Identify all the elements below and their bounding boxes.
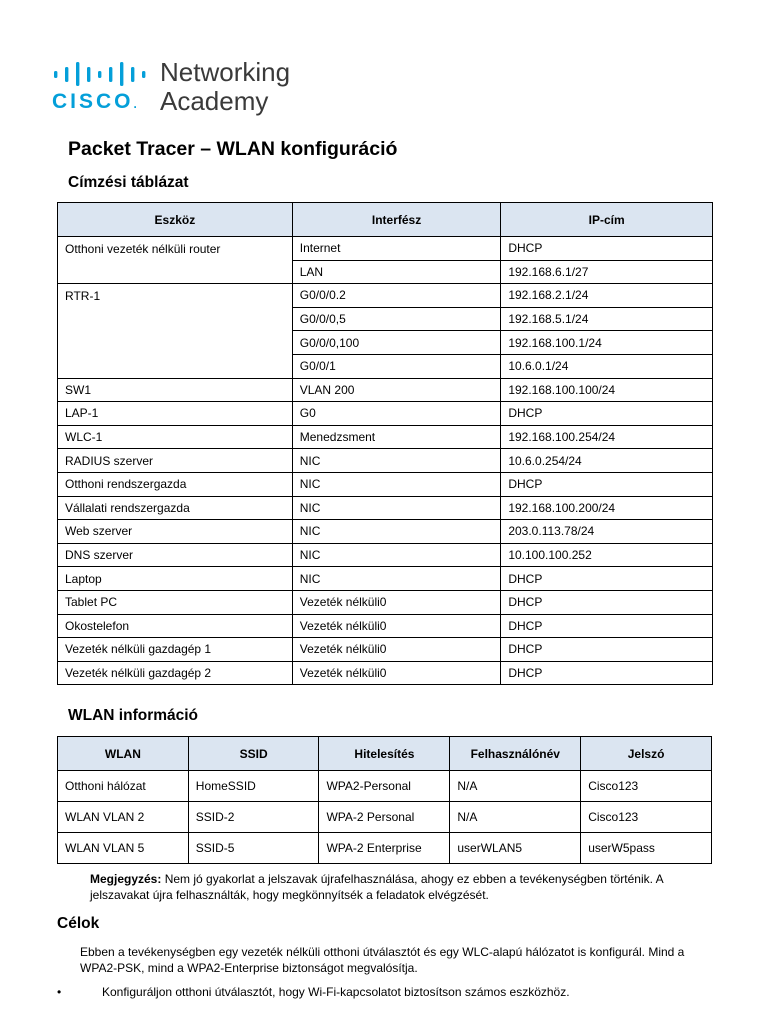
list-item <box>57 984 717 1000</box>
table-row <box>58 472 713 496</box>
table-cell: Cisco123 <box>581 802 712 833</box>
ip-cell: 192.168.6.1/27 <box>501 260 713 284</box>
interface-cell: Vezeték nélküli0 <box>292 614 501 638</box>
column-header: Felhasználónév <box>450 737 581 771</box>
interface-cell: NIC <box>292 472 501 496</box>
interface-cell: Menedzsment <box>292 425 501 449</box>
column-header: Eszköz <box>58 203 293 237</box>
table-row <box>58 771 712 802</box>
ip-cell: 10.100.100.252 <box>501 543 713 567</box>
column-header: Interfész <box>292 203 501 237</box>
interface-cell: G0/0/0,5 <box>292 307 501 331</box>
table-row <box>58 520 713 544</box>
table-cell: userWLAN5 <box>450 833 581 864</box>
ip-cell: 192.168.100.200/24 <box>501 496 713 520</box>
ip-cell: DHCP <box>501 472 713 496</box>
ip-cell: DHCP <box>501 567 713 591</box>
table-row <box>58 284 713 308</box>
device-cell: Web szerver <box>58 520 293 544</box>
device-cell: DNS szerver <box>58 543 293 567</box>
device-cell: SW1 <box>58 378 293 402</box>
ip-cell: DHCP <box>501 638 713 662</box>
list-item-text: Konfiguráljon otthoni útválasztót, hogy Wi-Fi-kapcsolatot biztosítson számos eszközhöz. <box>102 985 570 999</box>
ip-cell: 203.0.113.78/24 <box>501 520 713 544</box>
interface-cell: Vezeték nélküli0 <box>292 661 501 685</box>
ip-cell: 10.6.0.254/24 <box>501 449 713 473</box>
table-cell: N/A <box>450 802 581 833</box>
table-cell: WLAN VLAN 2 <box>58 802 189 833</box>
table-header-row <box>58 737 712 771</box>
interface-cell: G0/0/1 <box>292 354 501 378</box>
note-paragraph <box>90 871 710 903</box>
logo-line-academy: Academy <box>160 86 269 116</box>
wlan-heading: WLAN információ <box>68 707 199 724</box>
ip-cell: 192.168.100.254/24 <box>501 425 713 449</box>
device-cell: Laptop <box>58 567 293 591</box>
column-header: Jelszó <box>581 737 712 771</box>
device-cell: Tablet PC <box>58 590 293 614</box>
interface-cell: VLAN 200 <box>292 378 501 402</box>
ip-cell: DHCP <box>501 237 713 261</box>
device-cell: Vezeték nélküli gazdagép 2 <box>58 661 293 685</box>
interface-cell: G0 <box>292 402 501 426</box>
interface-cell: Vezeték nélküli0 <box>292 590 501 614</box>
device-cell: LAP-1 <box>58 402 293 426</box>
table-row <box>58 449 713 473</box>
table-row <box>58 567 713 591</box>
column-header: Hitelesítés <box>319 737 450 771</box>
table-cell: userW5pass <box>581 833 712 864</box>
table-row <box>58 614 713 638</box>
interface-cell: NIC <box>292 567 501 591</box>
table-cell: WPA-2 Enterprise <box>319 833 450 864</box>
interface-cell: G0/0/0.2 <box>292 284 501 308</box>
table-row <box>58 543 713 567</box>
cisco-wordmark: CISCO. <box>52 90 137 113</box>
ip-cell: DHCP <box>501 614 713 638</box>
ip-cell: DHCP <box>501 661 713 685</box>
table-row <box>58 237 713 261</box>
ip-cell: 192.168.5.1/24 <box>501 307 713 331</box>
device-cell: Otthoni vezeték nélküli router <box>58 237 293 284</box>
page-title: Packet Tracer – WLAN konfiguráció <box>68 138 398 160</box>
table-row <box>58 802 712 833</box>
table-row <box>58 833 712 864</box>
interface-cell: NIC <box>292 543 501 567</box>
interface-cell: Internet <box>292 237 501 261</box>
bullet-icon: • <box>57 985 62 999</box>
table-cell: Otthoni hálózat <box>58 771 189 802</box>
wlan-table <box>57 736 712 864</box>
table-cell: WPA2-Personal <box>319 771 450 802</box>
table-row <box>58 425 713 449</box>
device-cell: Vezeték nélküli gazdagép 1 <box>58 638 293 662</box>
device-cell: Vállalati rendszergazda <box>58 496 293 520</box>
ip-cell: 10.6.0.1/24 <box>501 354 713 378</box>
addressing-table <box>57 202 713 685</box>
table-row <box>58 496 713 520</box>
ip-cell: 192.168.100.1/24 <box>501 331 713 355</box>
table-row <box>58 638 713 662</box>
table-row <box>58 661 713 685</box>
device-cell: Okostelefon <box>58 614 293 638</box>
addressing-heading: Címzési táblázat <box>68 174 189 191</box>
table-cell: N/A <box>450 771 581 802</box>
interface-cell: LAN <box>292 260 501 284</box>
interface-cell: G0/0/0,100 <box>292 331 501 355</box>
interface-cell: NIC <box>292 520 501 544</box>
table-cell: HomeSSID <box>188 771 319 802</box>
device-cell: WLC-1 <box>58 425 293 449</box>
note-label: Megjegyzés: <box>90 872 162 886</box>
table-cell: WPA-2 Personal <box>319 802 450 833</box>
table-cell: SSID-5 <box>188 833 319 864</box>
column-header: IP-cím <box>501 203 713 237</box>
table-row <box>58 590 713 614</box>
goals-heading: Célok <box>57 915 100 932</box>
device-cell: RADIUS szerver <box>58 449 293 473</box>
ip-cell: 192.168.100.100/24 <box>501 378 713 402</box>
column-header: SSID <box>188 737 319 771</box>
cisco-bars-icon <box>54 62 150 86</box>
table-cell: Cisco123 <box>581 771 712 802</box>
table-cell: SSID-2 <box>188 802 319 833</box>
logo-line-networking: Networking <box>160 57 291 87</box>
cisco-networking-academy-logo <box>52 56 312 118</box>
ip-cell: DHCP <box>501 402 713 426</box>
column-header: WLAN <box>58 737 189 771</box>
ip-cell: DHCP <box>501 590 713 614</box>
table-row <box>58 402 713 426</box>
table-row <box>58 378 713 402</box>
note-text: Nem jó gyakorlat a jelszavak újrafelhasználása, ahogy ez ebben a tevékenységben történik. A jelszavakat újra felhasználták, hogy megkönnyítsék a feladatok elvégzését. <box>90 872 663 902</box>
table-header-row <box>58 203 713 237</box>
ip-cell: 192.168.2.1/24 <box>501 284 713 308</box>
device-cell: Otthoni rendszergazda <box>58 472 293 496</box>
interface-cell: Vezeték nélküli0 <box>292 638 501 662</box>
interface-cell: NIC <box>292 449 501 473</box>
device-cell: RTR-1 <box>58 284 293 378</box>
table-cell: WLAN VLAN 5 <box>58 833 189 864</box>
goals-intro: Ebben a tevékenységben egy vezeték nélküli otthoni útválasztót és egy WLC-alapú hálózatot is konfigurál. Mind a WPA2-PSK, mind a WPA2-Enterprise biztonságot megvalósítja. <box>80 945 685 975</box>
interface-cell: NIC <box>292 496 501 520</box>
